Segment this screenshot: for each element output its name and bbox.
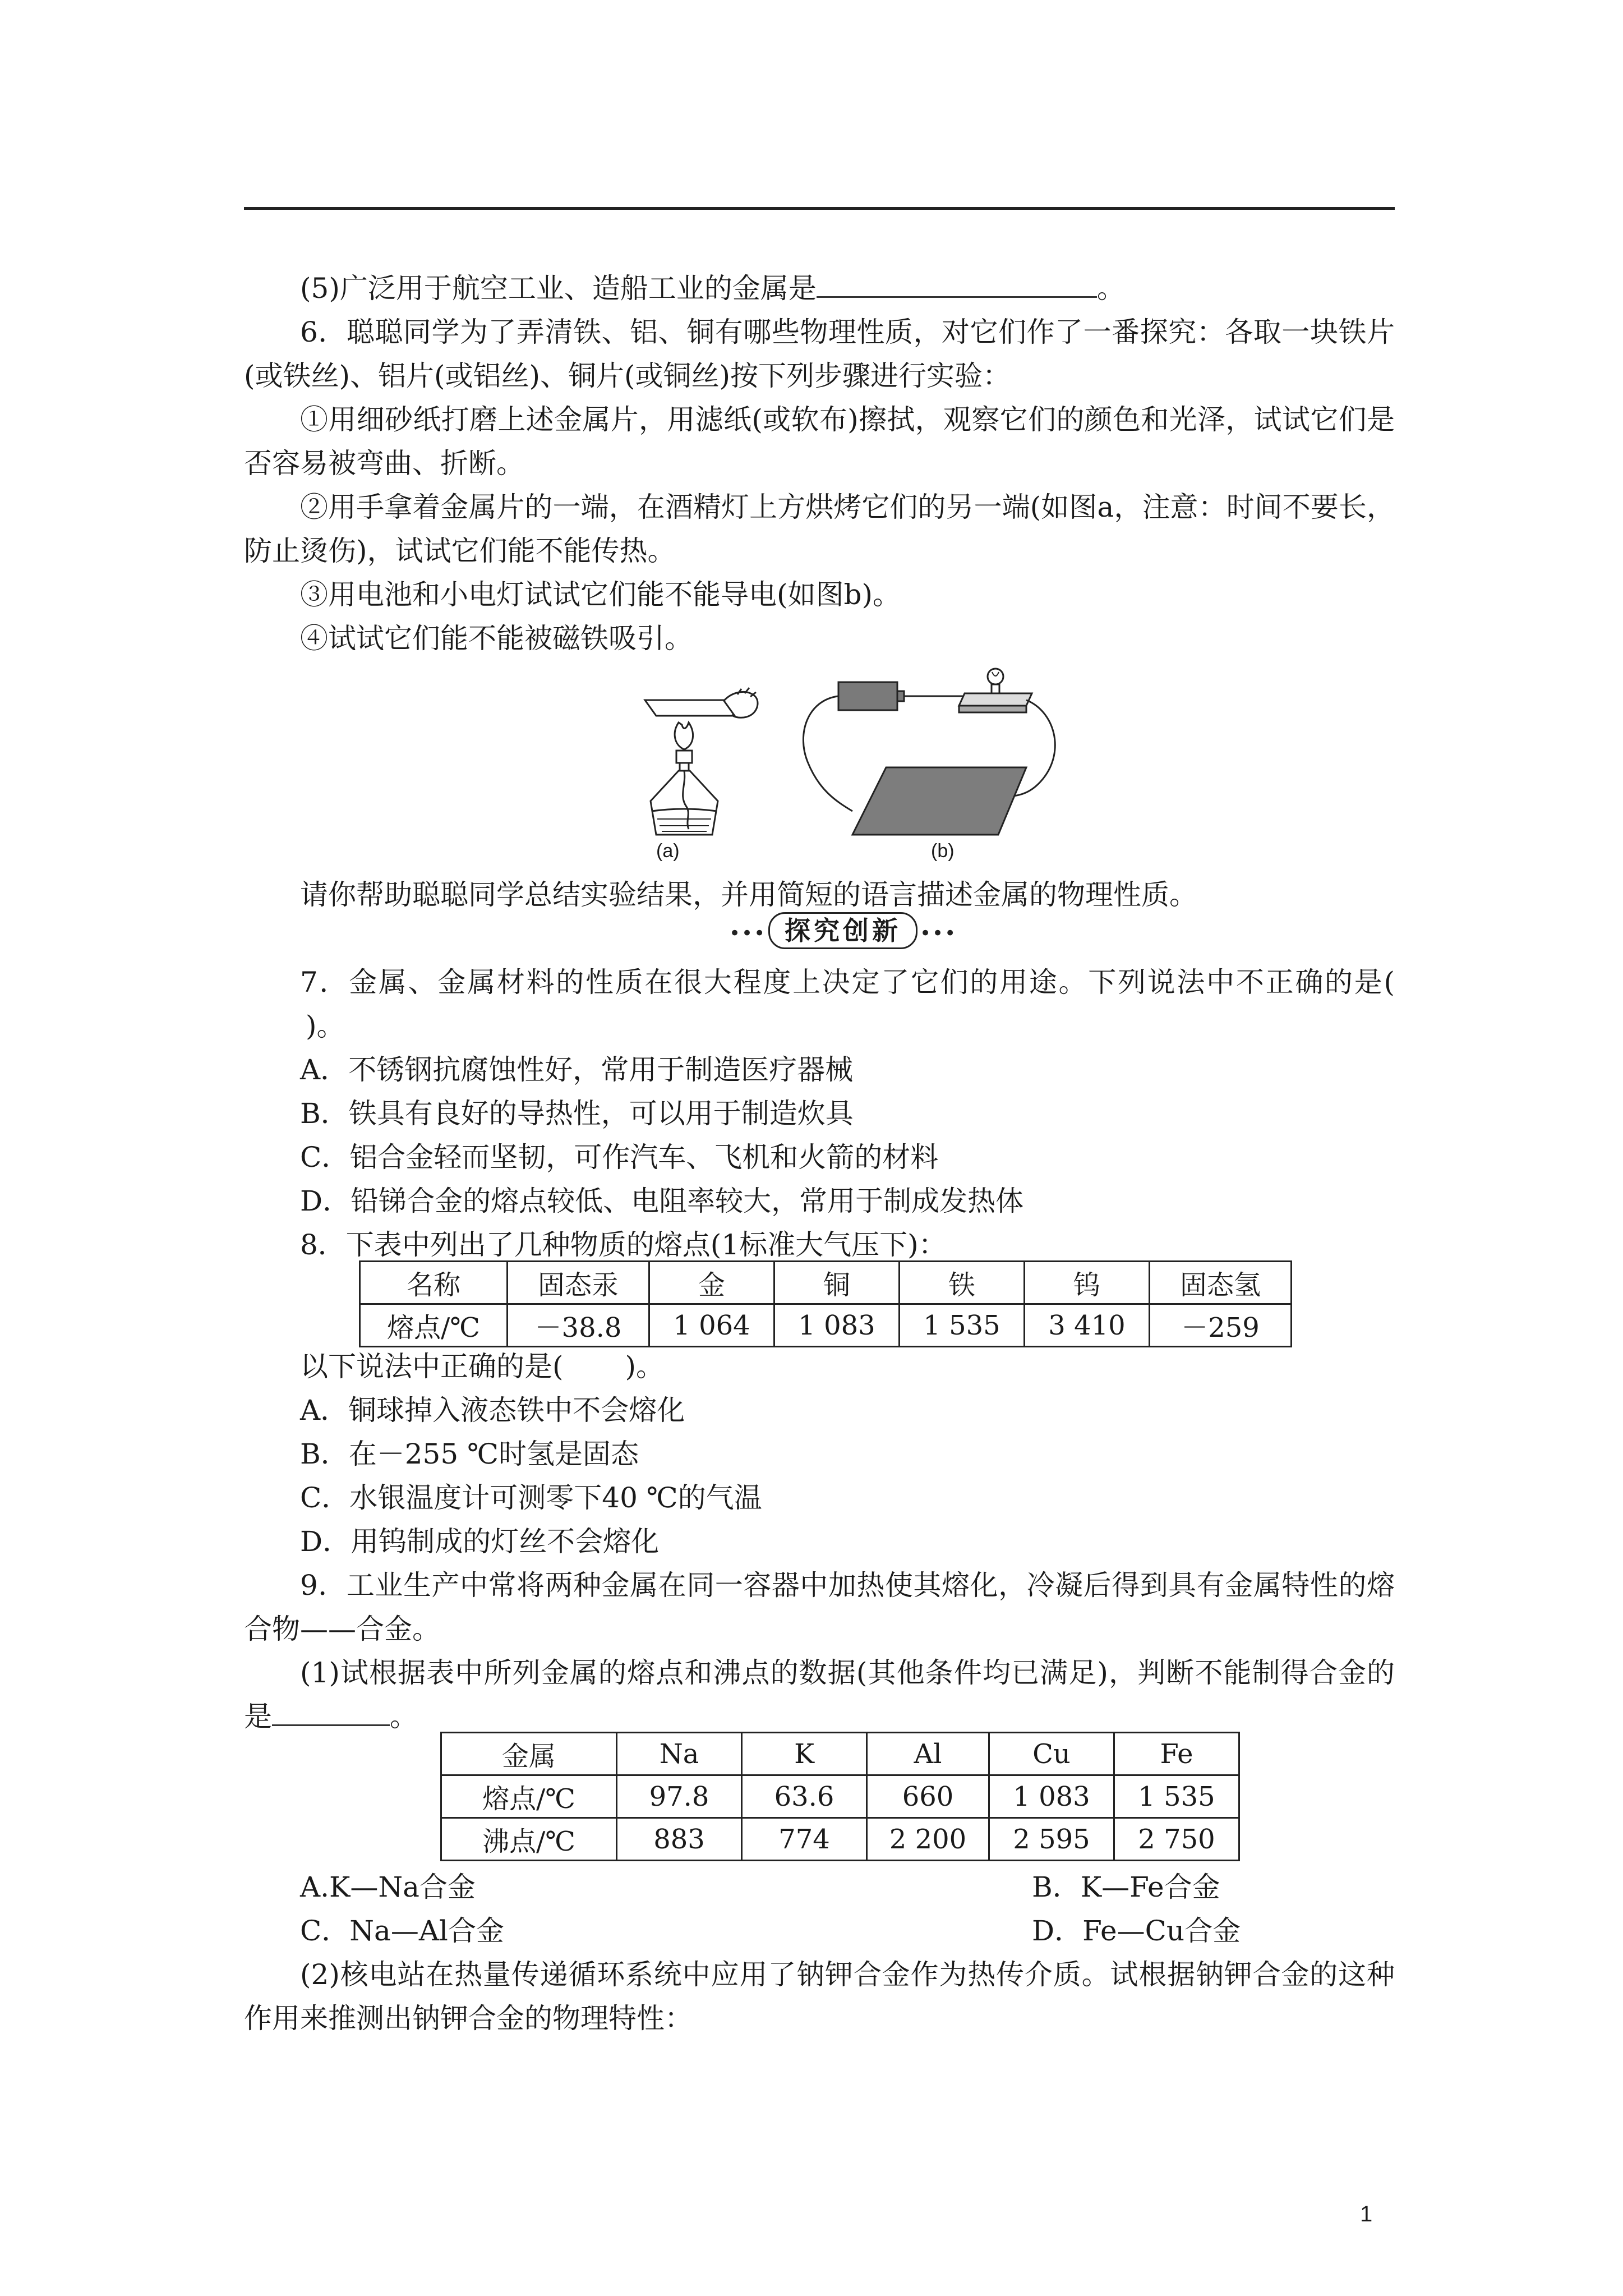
q7-option-c: C．铝合金轻而坚韧，可作汽车、飞机和火箭的材料 [300, 1141, 939, 1174]
q7-option-b: B．铁具有良好的导热性，可以用于制造炊具 [300, 1097, 854, 1130]
table-row [441, 1775, 1239, 1818]
q6-intro: 6．聪聪同学为了弄清铁、铝、铜有哪些物理性质，对它们作了一番探究：各取一块铁片(或铁丝)、铝片(或铝丝)、铜片(或铜丝)按下列步骤进行实验： [244, 316, 1395, 392]
q6-step-1: ①用细砂纸打磨上述金属片，用滤纸(或软布)擦拭，观察它们的颜色和光泽，试试它们是否容易被弯曲、折断。 [244, 403, 1395, 480]
q9-metal-table [440, 1732, 1240, 1861]
figure-caption-b: (b) [931, 840, 955, 862]
q6-step-3: ③用电池和小电灯试试它们能不能导电(如图b)。 [300, 578, 901, 611]
banner-title: 探究创新 [768, 912, 917, 949]
table-row [441, 1818, 1239, 1861]
burner-cap [676, 751, 692, 763]
table-cell: －38.8 [508, 1304, 649, 1347]
table-cell: 沸点/℃ [441, 1818, 617, 1861]
q8-option-d: D．用钨制成的灯丝不会熔化 [300, 1525, 660, 1558]
banner-dots-right: ••• [920, 922, 957, 945]
table-cell: 熔点/℃ [360, 1304, 508, 1347]
q5-end: 。 [1096, 272, 1125, 305]
q9-option-d: D．Fe—Cu合金 [1032, 1915, 1241, 1947]
table-cell: 2 750 [1114, 1818, 1239, 1861]
table-cell: 熔点/℃ [441, 1775, 617, 1818]
table-cell: Na [617, 1733, 742, 1775]
battery-icon [838, 682, 897, 710]
table-cell: 774 [742, 1818, 867, 1861]
q5-line [244, 266, 1395, 310]
table-cell: K [742, 1733, 867, 1775]
q9-part1 [244, 1651, 1395, 1738]
metal-strip-a [645, 700, 735, 716]
table-cell: 1 083 [774, 1304, 900, 1347]
q5-text: (5)广泛用于航空工业、造船工业的金属是 [300, 272, 817, 305]
table-row [441, 1733, 1239, 1775]
q7-paren-close: )。 [306, 1010, 345, 1042]
table-cell: 固态氢 [1150, 1262, 1292, 1304]
table-cell: 1 535 [900, 1304, 1025, 1347]
q9-option-c: C．Na—Al合金 [300, 1915, 504, 1947]
metal-sheet-b [852, 767, 1026, 835]
q7-paren-open: ( [1384, 966, 1395, 999]
q6-step-4: ④试试它们能不能被磁铁吸引。 [300, 622, 693, 655]
table-cell: 63.6 [742, 1775, 867, 1818]
experiment-figure-drawing [639, 666, 1066, 846]
q6-question: 请你帮助聪聪同学总结实验结果，并用简短的语言描述金属的物理性质。 [300, 878, 1197, 911]
table-cell: 97.8 [617, 1775, 742, 1818]
section-banner [729, 911, 957, 950]
table-row [360, 1304, 1292, 1347]
table-cell: 金属 [441, 1733, 617, 1775]
table-cell: Cu [989, 1733, 1114, 1775]
q9-part1-text: (1)试根据表中所列金属的熔点和沸点的数据(其他条件均已满足)，判断不能制得合金的是 [244, 1657, 1395, 1733]
q5-answer-blank[interactable] [817, 272, 1097, 298]
table-cell: 名称 [360, 1262, 508, 1304]
table-cell: 金 [649, 1262, 774, 1304]
table-row [360, 1262, 1292, 1304]
q8-prompt-end: )。 [625, 1350, 665, 1383]
q8-option-b: B．在－255 ℃时氢是固态 [300, 1438, 639, 1470]
header-rule [244, 207, 1395, 210]
table-cell: 铁 [900, 1262, 1025, 1304]
q9-part1-end: 。 [390, 1700, 418, 1733]
q8-option-a: A．铜球掉入液态铁中不会熔化 [300, 1394, 685, 1427]
table-cell: 固态汞 [508, 1262, 649, 1304]
figure-caption-a: (a) [656, 840, 680, 862]
q7-option-a: A．不锈钢抗腐蚀性好，常用于制造医疗器械 [300, 1053, 854, 1086]
q9-part2: (2)核电站在热量传递循环系统中应用了钠钾合金作为热传介质。试根据钠钾合金的这种作用来推测出钠钾合金的物理特性： [244, 1958, 1395, 2035]
q8-melting-point-table [359, 1260, 1292, 1347]
q7-option-d: D．铅锑合金的熔点较低、电阻率较大，常用于制成发热体 [300, 1185, 1024, 1217]
table-cell: －259 [1150, 1304, 1292, 1347]
q7-stem: 7．金属、金属材料的性质在很大程度上决定了它们的用途。下列说法中不正确的是 [300, 966, 1384, 999]
table-cell: 883 [617, 1818, 742, 1861]
q8-prompt [300, 1345, 1366, 1388]
q8-option-c: C．水银温度计可测零下40 ℃的气温 [300, 1481, 762, 1514]
table-cell: 3 410 [1025, 1304, 1150, 1347]
table-cell: 660 [867, 1775, 989, 1818]
table-cell: Fe [1114, 1733, 1239, 1775]
q9-option-b: B．K—Fe合金 [1032, 1871, 1220, 1903]
table-cell: Al [867, 1733, 989, 1775]
q9-answer-blank[interactable] [272, 1700, 390, 1726]
flame-icon [675, 723, 693, 749]
table-cell: 钨 [1025, 1262, 1150, 1304]
q8-prompt-start: 以下说法中正确的是( [300, 1350, 564, 1383]
bulb-board [959, 693, 1032, 706]
table-cell: 1 064 [649, 1304, 774, 1347]
table-cell: 2 595 [989, 1818, 1114, 1861]
table-cell: 2 200 [867, 1818, 989, 1861]
q8-stem: 8．下表中列出了几种物质的熔点(1标准大气压下)： [300, 1228, 947, 1261]
q6-step-2: ②用手拿着金属片的一端，在酒精灯上方烘烤它们的另一端(如图a，注意：时间不要长，防止烫伤)，试试它们能不能传热。 [244, 491, 1395, 567]
table-cell: 1 083 [989, 1775, 1114, 1818]
page-number: 1 [1360, 2202, 1373, 2226]
table-cell: 1 535 [1114, 1775, 1239, 1818]
q9-option-a: A.K—Na合金 [300, 1871, 476, 1903]
table-cell: 铜 [774, 1262, 900, 1304]
q9-intro: 9．工业生产中常将两种金属在同一容器中加热使其熔化，冷凝后得到具有金属特性的熔合物——合金。 [244, 1569, 1395, 1645]
banner-dots-left: ••• [729, 922, 767, 945]
q7-stem-line [244, 960, 1395, 1048]
wire-left [803, 696, 852, 811]
experiment-figure [639, 666, 1066, 874]
